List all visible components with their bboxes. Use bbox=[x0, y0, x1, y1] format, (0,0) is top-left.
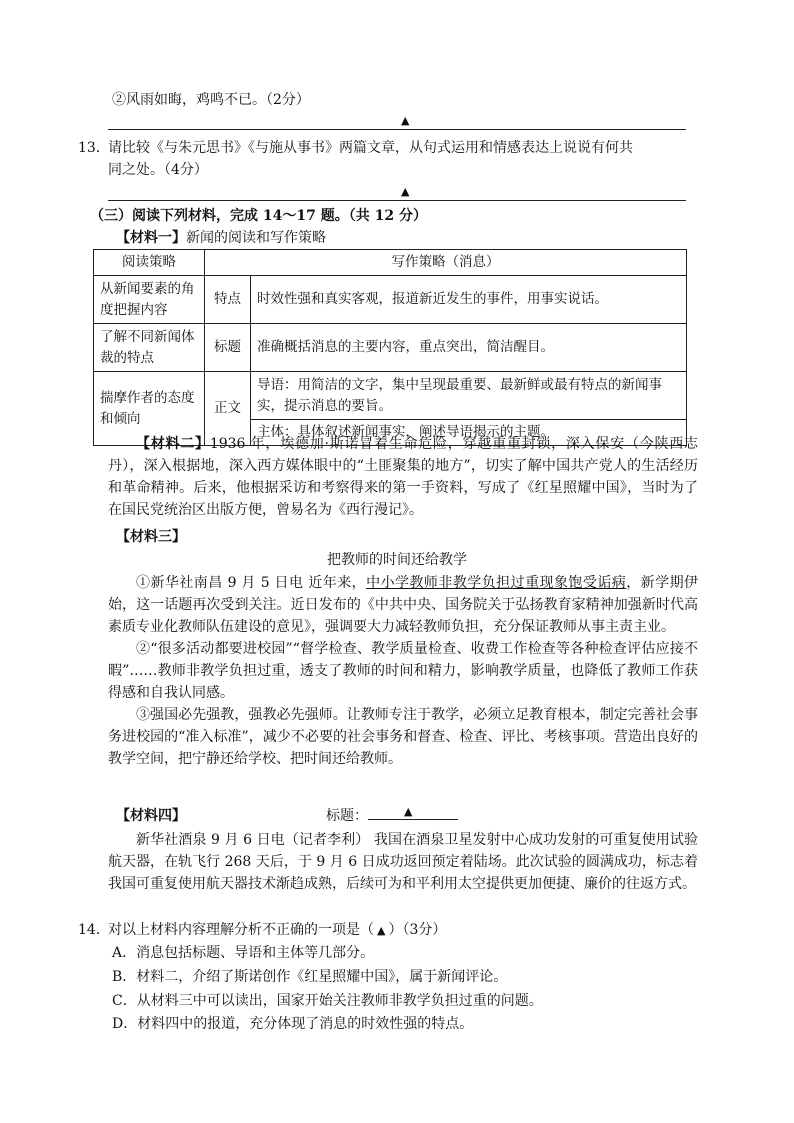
material-3-paragraph-1 bbox=[108, 572, 698, 638]
q14-option-c: C．从材料三中可以读出，国家开始关注教师非教学负担过重的问题。 bbox=[112, 993, 543, 1009]
table-cell-write: 导语：用简洁的文字，集中呈现最重要、最新鲜或最有特点的新闻事实，提示消息的要旨。 bbox=[251, 372, 687, 420]
material-2 bbox=[108, 433, 698, 521]
table-cell-read: 揣摩作者的态度和倾向 bbox=[94, 372, 205, 446]
section-3-heading: （三）阅读下列材料，完成 14～17 题。（共 12 分） bbox=[90, 208, 427, 224]
material-3-body bbox=[108, 572, 698, 770]
material-3-title: 把教师的时间还给教学 bbox=[327, 552, 467, 568]
material-1-label: 【材料一】 bbox=[116, 230, 186, 246]
answer-marker: ▲ bbox=[377, 924, 386, 937]
material-4-title-label: 标题： bbox=[326, 808, 368, 824]
material-4-label: 【材料四】 bbox=[116, 808, 186, 824]
table-cell-aspect: 正文 bbox=[205, 372, 251, 446]
answer-marker: ▲ bbox=[404, 805, 413, 818]
material-3-paragraph-3: ③强国必先强教，强教必先强师。让教师专注于教学，必须立足教育根本，制定完善社会事务进校园的“准入标准”，减少不必要的社会事务和督查、检查、评比、考核事项。营造出良好的教学空间，把宁静还给学校、把时间还给教师。 bbox=[108, 707, 698, 767]
q14-stem bbox=[108, 919, 446, 942]
q14-option-a: A．消息包括标题、导语和主体等几部分。 bbox=[112, 945, 375, 961]
table-header-cell: 写作策略（消息） bbox=[205, 250, 687, 276]
q14-option-d: D．材料四中的报道，充分体现了消息的时效性强的特点。 bbox=[112, 1016, 474, 1032]
material-3-p1-rest: ，新学期伊始，这一话题再次受到关注。近日发布的《中共中央、国务院关于弘扬教育家精神加强新时代高素质专业化教师队伍建设的意见》，强调要大力减轻教师负担，充分保证教师从事主责主业。 bbox=[108, 575, 699, 635]
material-3-p1-intro: ①新华社南昌 9 月 5 日电 近年来， bbox=[136, 575, 367, 591]
q13-line-1: 请比较《与朱元思书》《与施从事书》两篇文章，从句式运用和情感表达上说说有何共 bbox=[108, 140, 633, 156]
table-header-row bbox=[94, 250, 687, 276]
table-cell-read: 了解不同新闻体裁的特点 bbox=[94, 324, 205, 372]
table-row bbox=[94, 372, 687, 420]
material-4-title-field bbox=[326, 805, 458, 827]
table-header-cell: 阅读策略 bbox=[94, 250, 205, 276]
table-row bbox=[94, 324, 687, 372]
answer-marker: ▲ bbox=[401, 185, 410, 198]
material-1-heading bbox=[116, 227, 326, 249]
material-4-text: 新华社酒泉 9 月 6 日电（记者李利） 我国在酒泉卫星发射中心成功发射的可重复使用试验航天器，在轨飞行 268 天后，于 9 月 6 日成功返回预定着陆场。此次试验的圆满成功，标志着我国可重复使用航天器技术渐趋成熟，后续可为和平利用太空提供更加便捷、廉价的往返方式。 bbox=[108, 832, 698, 892]
material-4-heading bbox=[116, 805, 186, 827]
q14-option-b: B．材料二，介绍了斯诺创作《红星照耀中国》，属于新闻评论。 bbox=[112, 969, 508, 985]
answer-marker: ▲ bbox=[401, 114, 410, 127]
material-3-label: 【材料三】 bbox=[116, 529, 186, 545]
table-cell-aspect: 特点 bbox=[205, 276, 251, 324]
q14-number: 14． bbox=[78, 922, 110, 938]
material-4-text-block bbox=[108, 829, 698, 895]
table-row bbox=[94, 276, 687, 324]
underlined-phrase: 中小学教师非教学负担过重现象饱受诟病 bbox=[366, 575, 627, 591]
material-2-label: 【材料二】 bbox=[136, 436, 210, 452]
strategy-table bbox=[93, 249, 687, 446]
material-1-title: 新闻的阅读和写作策略 bbox=[186, 230, 326, 246]
q12-item-2: ②风雨如晦，鸡鸣不已。（2分） bbox=[112, 92, 310, 108]
answer-line bbox=[108, 129, 686, 130]
material-3-paragraph-2: ②“很多活动都要进校园”“督学检查、教学质量检查、收费工作检查等各种检查评估应接不暇”……教师非教学负担过重，透支了教师的时间和精力，影响教学质量，也降低了教师工作获得感和自我认同感。 bbox=[108, 641, 698, 701]
material-2-text: 1936 年，埃德加·斯诺冒着生命危险，穿越重重封锁，深入保安（今陕西志丹），深入根据地，深入西方媒体眼中的“土匪聚集的地方”，切实了解中国共产党人的生活经历和革命精神。后来，他根据采访和考察得来的第一手资料，写成了《红星照耀中国》，当时为了在国民党统治区出版方便，曾易名为《西行漫记》。 bbox=[108, 436, 699, 518]
answer-line bbox=[108, 200, 686, 201]
table-cell-read: 从新闻要素的角度把握内容 bbox=[94, 276, 205, 324]
table-cell-write: 时效性强和真实客观，报道新近发生的事件，用事实说话。 bbox=[251, 276, 687, 324]
q13-number: 13． bbox=[78, 140, 110, 156]
table-cell-write: 准确概括消息的主要内容，重点突出，简洁醒目。 bbox=[251, 324, 687, 372]
table-cell-write: 主体：具体叙述新闻事实，阐述导语揭示的主题。 bbox=[251, 420, 687, 446]
q14-score: ）（3分） bbox=[388, 922, 447, 938]
table-cell-aspect: 标题 bbox=[205, 324, 251, 372]
q14-stem-text: 对以上材料内容理解分析不正确的一项是（ bbox=[108, 922, 374, 938]
q13-line-2: 同之处。（4分） bbox=[108, 162, 208, 178]
title-blank bbox=[368, 805, 458, 820]
